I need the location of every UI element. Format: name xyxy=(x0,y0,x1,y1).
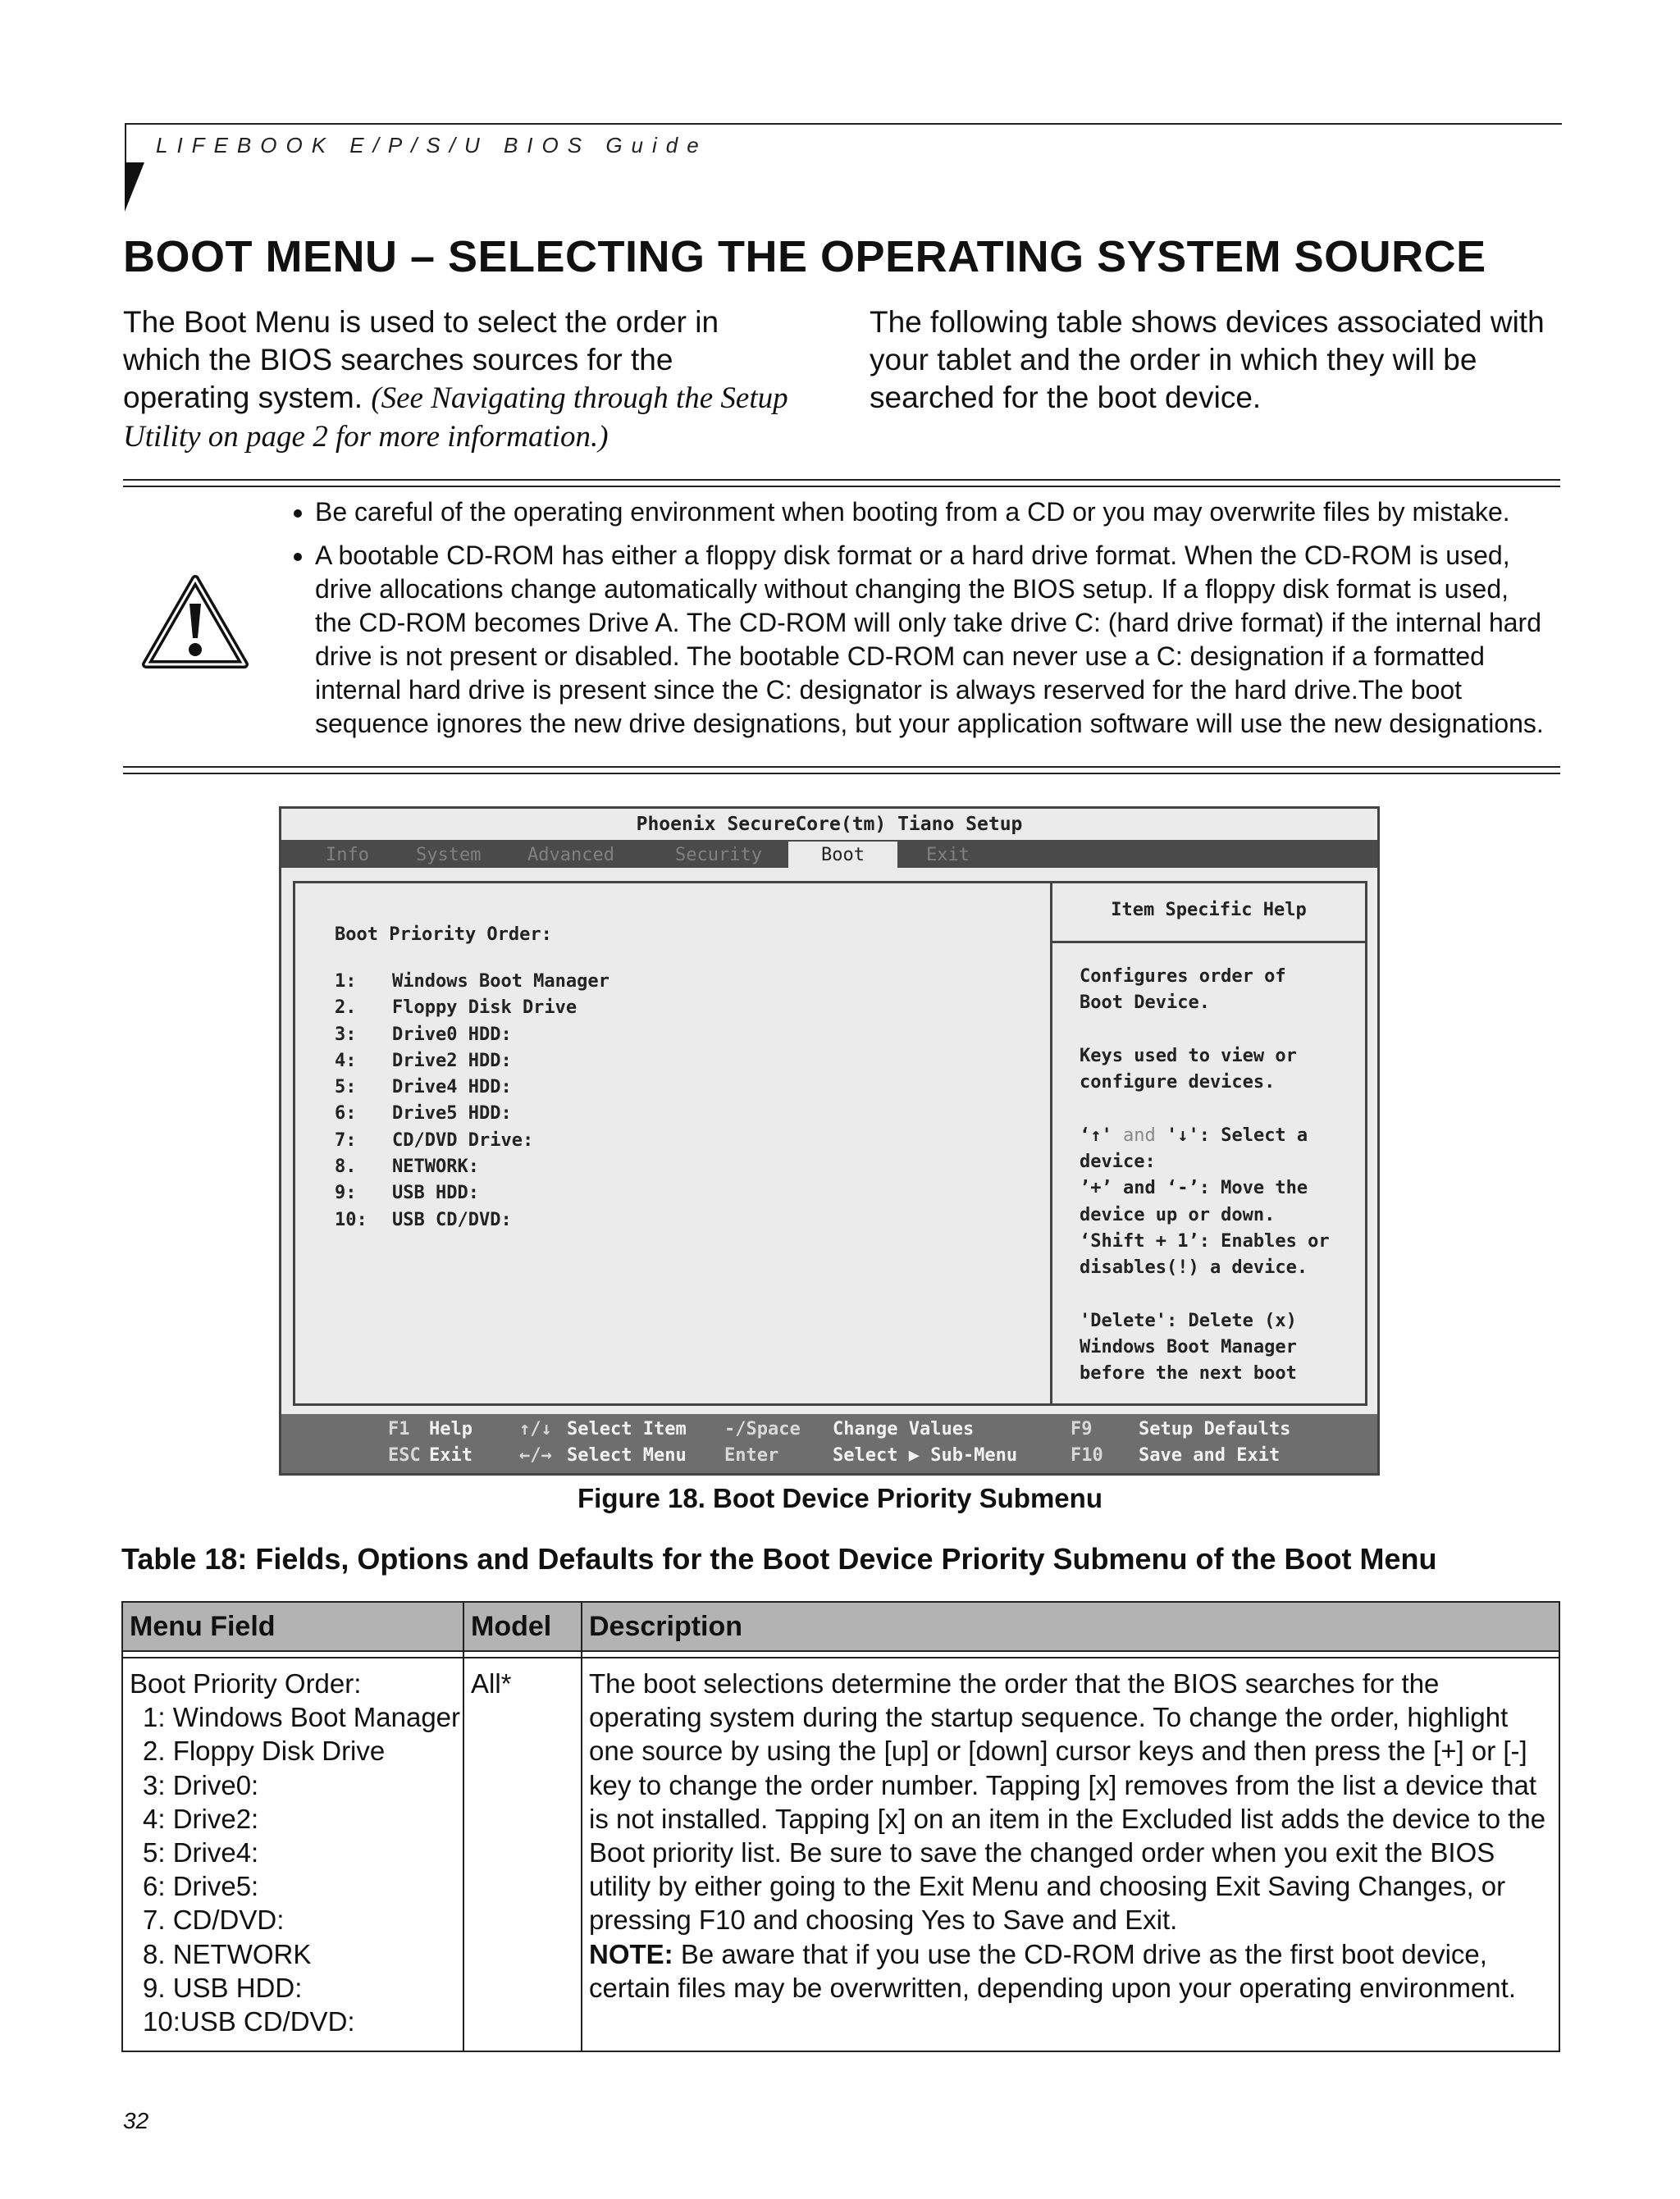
boot-order-list xyxy=(335,969,609,1234)
menu-field-option: 5: Drive4: xyxy=(143,1837,259,1868)
figure-caption: Figure 18. Boot Device Priority Submenu xyxy=(578,1483,1102,1513)
bios-panel-divider xyxy=(1050,883,1052,1403)
boot-item[interactable]: 10: USB CD/DVD: xyxy=(335,1209,512,1230)
key-minus-label: Change Values xyxy=(833,1419,975,1439)
boot-item[interactable]: 6: Drive5 HDD: xyxy=(335,1103,512,1125)
column-divider xyxy=(581,1603,582,2051)
tab-advanced[interactable]: Advanced xyxy=(527,845,614,865)
caution-top-rule xyxy=(123,479,1560,487)
page-number: 32 xyxy=(123,2108,149,2133)
description-text: The boot selections determine the order that the BIOS searches for the operating system during the startup sequence. To change the order, highlight one source by using the [up] or [down] cursor keys and then press the [+] or [-] key to change the order number. Tapping [x] removes from the list a device that is not installed. Tapping [x] on an item in the Excluded list adds the device to the Boot priority list. Be sure to save the changed order when you exit the BIOS utility by either going to the Exit Menu and choosing Exit Saving Changes, or pressing F10 and choosing Yes to Save and Exit. xyxy=(589,1668,1546,1936)
boot-item[interactable]: 7: CD/DVD Drive: xyxy=(335,1129,534,1151)
tab-info[interactable]: Info xyxy=(326,845,369,865)
header-bracket xyxy=(125,123,126,164)
menu-field-option: 4: Drive2: xyxy=(143,1803,259,1834)
caution-bottom-rule xyxy=(123,766,1560,774)
caution-bullet: • Be careful of the operating environment when booting from a CD or you may overwrite files by mistake. xyxy=(315,495,1550,529)
key-f9-label: Setup Defaults xyxy=(1139,1419,1291,1439)
key-f10-label: Save and Exit xyxy=(1139,1445,1281,1466)
menu-field-option: 8. NETWORK xyxy=(143,1938,312,1969)
tab-boot[interactable]: Boot xyxy=(788,842,897,870)
key-minus: -/Space xyxy=(724,1419,801,1439)
table-header-gap xyxy=(123,1652,1559,1658)
intro-left xyxy=(123,303,804,456)
menu-field-option: 3: Drive0: xyxy=(143,1769,259,1800)
menu-field-option: 9. USB HDD: xyxy=(143,1972,303,2003)
model-cell: All* xyxy=(471,1668,512,1699)
column-divider xyxy=(463,1603,464,2051)
menu-field-option: 7. CD/DVD: xyxy=(143,1905,285,1936)
tab-system[interactable]: System xyxy=(416,845,482,865)
bios-menubar xyxy=(281,840,1377,868)
column-header-menu-field: Menu Field xyxy=(130,1611,276,1642)
menu-field-option: 10:USB CD/DVD: xyxy=(143,2006,355,2037)
column-header-model: Model xyxy=(471,1611,552,1642)
intro-left-text: The Boot Menu is used to select the order in which the BIOS searches sources for the operating system. xyxy=(123,305,719,414)
caution-text xyxy=(287,495,1550,750)
help-text: Configures order of Boot Device. Keys used to view or configure devices. ‘↑' and '↓': Select a device: ’+’ and ‘-’: Move the device up or down. ‘Shift + 1’: Enables or disables(!) a device. 'Delete': Delete (x) Windows Boot Manager before the next boot xyxy=(1080,966,1330,1385)
menu-field-option: 2. Floppy Disk Drive xyxy=(143,1736,386,1767)
boot-item[interactable]: 4: Drive2 HDD: xyxy=(335,1050,512,1071)
table-header-row xyxy=(123,1603,1559,1652)
key-f1-label: Help xyxy=(429,1419,472,1439)
bios-title: Phoenix SecureCore(tm) Tiano Setup xyxy=(636,814,1023,835)
key-enter: Enter xyxy=(724,1445,779,1466)
help-title: Item Specific Help xyxy=(1111,900,1307,920)
key-updown-label: Select Item xyxy=(567,1419,687,1439)
page-title: BOOT MENU – SELECTING THE OPERATING SYSTEM SOURCE xyxy=(123,232,1486,281)
fields-table xyxy=(121,1601,1560,2052)
intro-right: The following table shows devices associated with your tablet and the order in which they will be searched for the boot device. xyxy=(870,305,1545,414)
menu-field-option: 6: Drive5: xyxy=(143,1871,259,1902)
boot-item[interactable]: 5: Drive4 HDD: xyxy=(335,1077,512,1098)
caution-bullet: • A bootable CD-ROM has either a floppy disk format or a hard drive format. When the CD-ROM is used, drive allocations change automatically without changing the BIOS setup. If a floppy disk format is used, the CD-ROM becomes Drive A. The CD-ROM will only take drive C: (hard drive format) if the internal hard drive is not present or disabled. The bootable CD-ROM can never use a C: designation if a formatted internal hard drive is present since the C: designator is always reserved for the hard drive.The boot sequence ignores the new drive designations, but your application software will use the new designations. xyxy=(315,539,1550,741)
menu-field-cell xyxy=(130,1667,460,2038)
table-caption: Table 18: Fields, Options and Defaults for the Boot Device Priority Submenu of the Boot Menu xyxy=(121,1542,1437,1576)
key-f10: F10 xyxy=(1071,1445,1103,1466)
caution-triangle-icon xyxy=(139,573,251,671)
boot-item[interactable]: 9: USB HDD: xyxy=(335,1183,479,1204)
description-cell xyxy=(589,1667,1557,2005)
key-leftright-label: Select Menu xyxy=(567,1445,687,1466)
key-esc: ESC xyxy=(388,1445,421,1466)
boot-item[interactable]: 2. Floppy Disk Drive xyxy=(335,997,578,1019)
boot-order-label: Boot Priority Order: xyxy=(335,924,552,945)
bios-key-legend xyxy=(281,1414,1377,1473)
menu-field-option: 1: Windows Boot Manager xyxy=(143,1702,461,1733)
header-wedge xyxy=(125,162,144,212)
note-label: NOTE: xyxy=(589,1938,673,1969)
note-text: Be aware that if you use the CD-ROM drive as the first boot device, certain files may be overwritten, depending upon your operating environment. xyxy=(589,1938,1516,2003)
bios-screen xyxy=(279,806,1380,1476)
bios-help-separator xyxy=(1050,941,1367,943)
tab-security[interactable]: Security xyxy=(675,845,762,865)
boot-item[interactable]: 3: Drive0 HDD: xyxy=(335,1024,512,1045)
running-title: LIFEBOOK E/P/S/U BIOS Guide xyxy=(156,133,708,157)
column-header-description: Description xyxy=(589,1611,743,1642)
boot-item[interactable]: 1: Windows Boot Manager xyxy=(335,971,609,992)
tab-exit[interactable]: Exit xyxy=(926,845,970,865)
boot-item[interactable]: 8. NETWORK: xyxy=(335,1157,479,1178)
key-esc-label: Exit xyxy=(429,1445,472,1466)
key-updown: ↑/↓ xyxy=(519,1419,552,1439)
key-f9: F9 xyxy=(1071,1419,1093,1439)
menu-field-title: Boot Priority Order: xyxy=(130,1668,362,1699)
intro-left-reference: (See Navigating through the Setup Utility on page 2 for more information.) xyxy=(123,381,788,454)
header-rule xyxy=(125,123,1562,125)
key-leftright: ←/→ xyxy=(519,1445,552,1466)
bios-main-panel xyxy=(293,881,1367,1406)
key-f1: F1 xyxy=(388,1419,410,1439)
key-enter-label: Select ▶ Sub-Menu xyxy=(833,1445,1018,1466)
